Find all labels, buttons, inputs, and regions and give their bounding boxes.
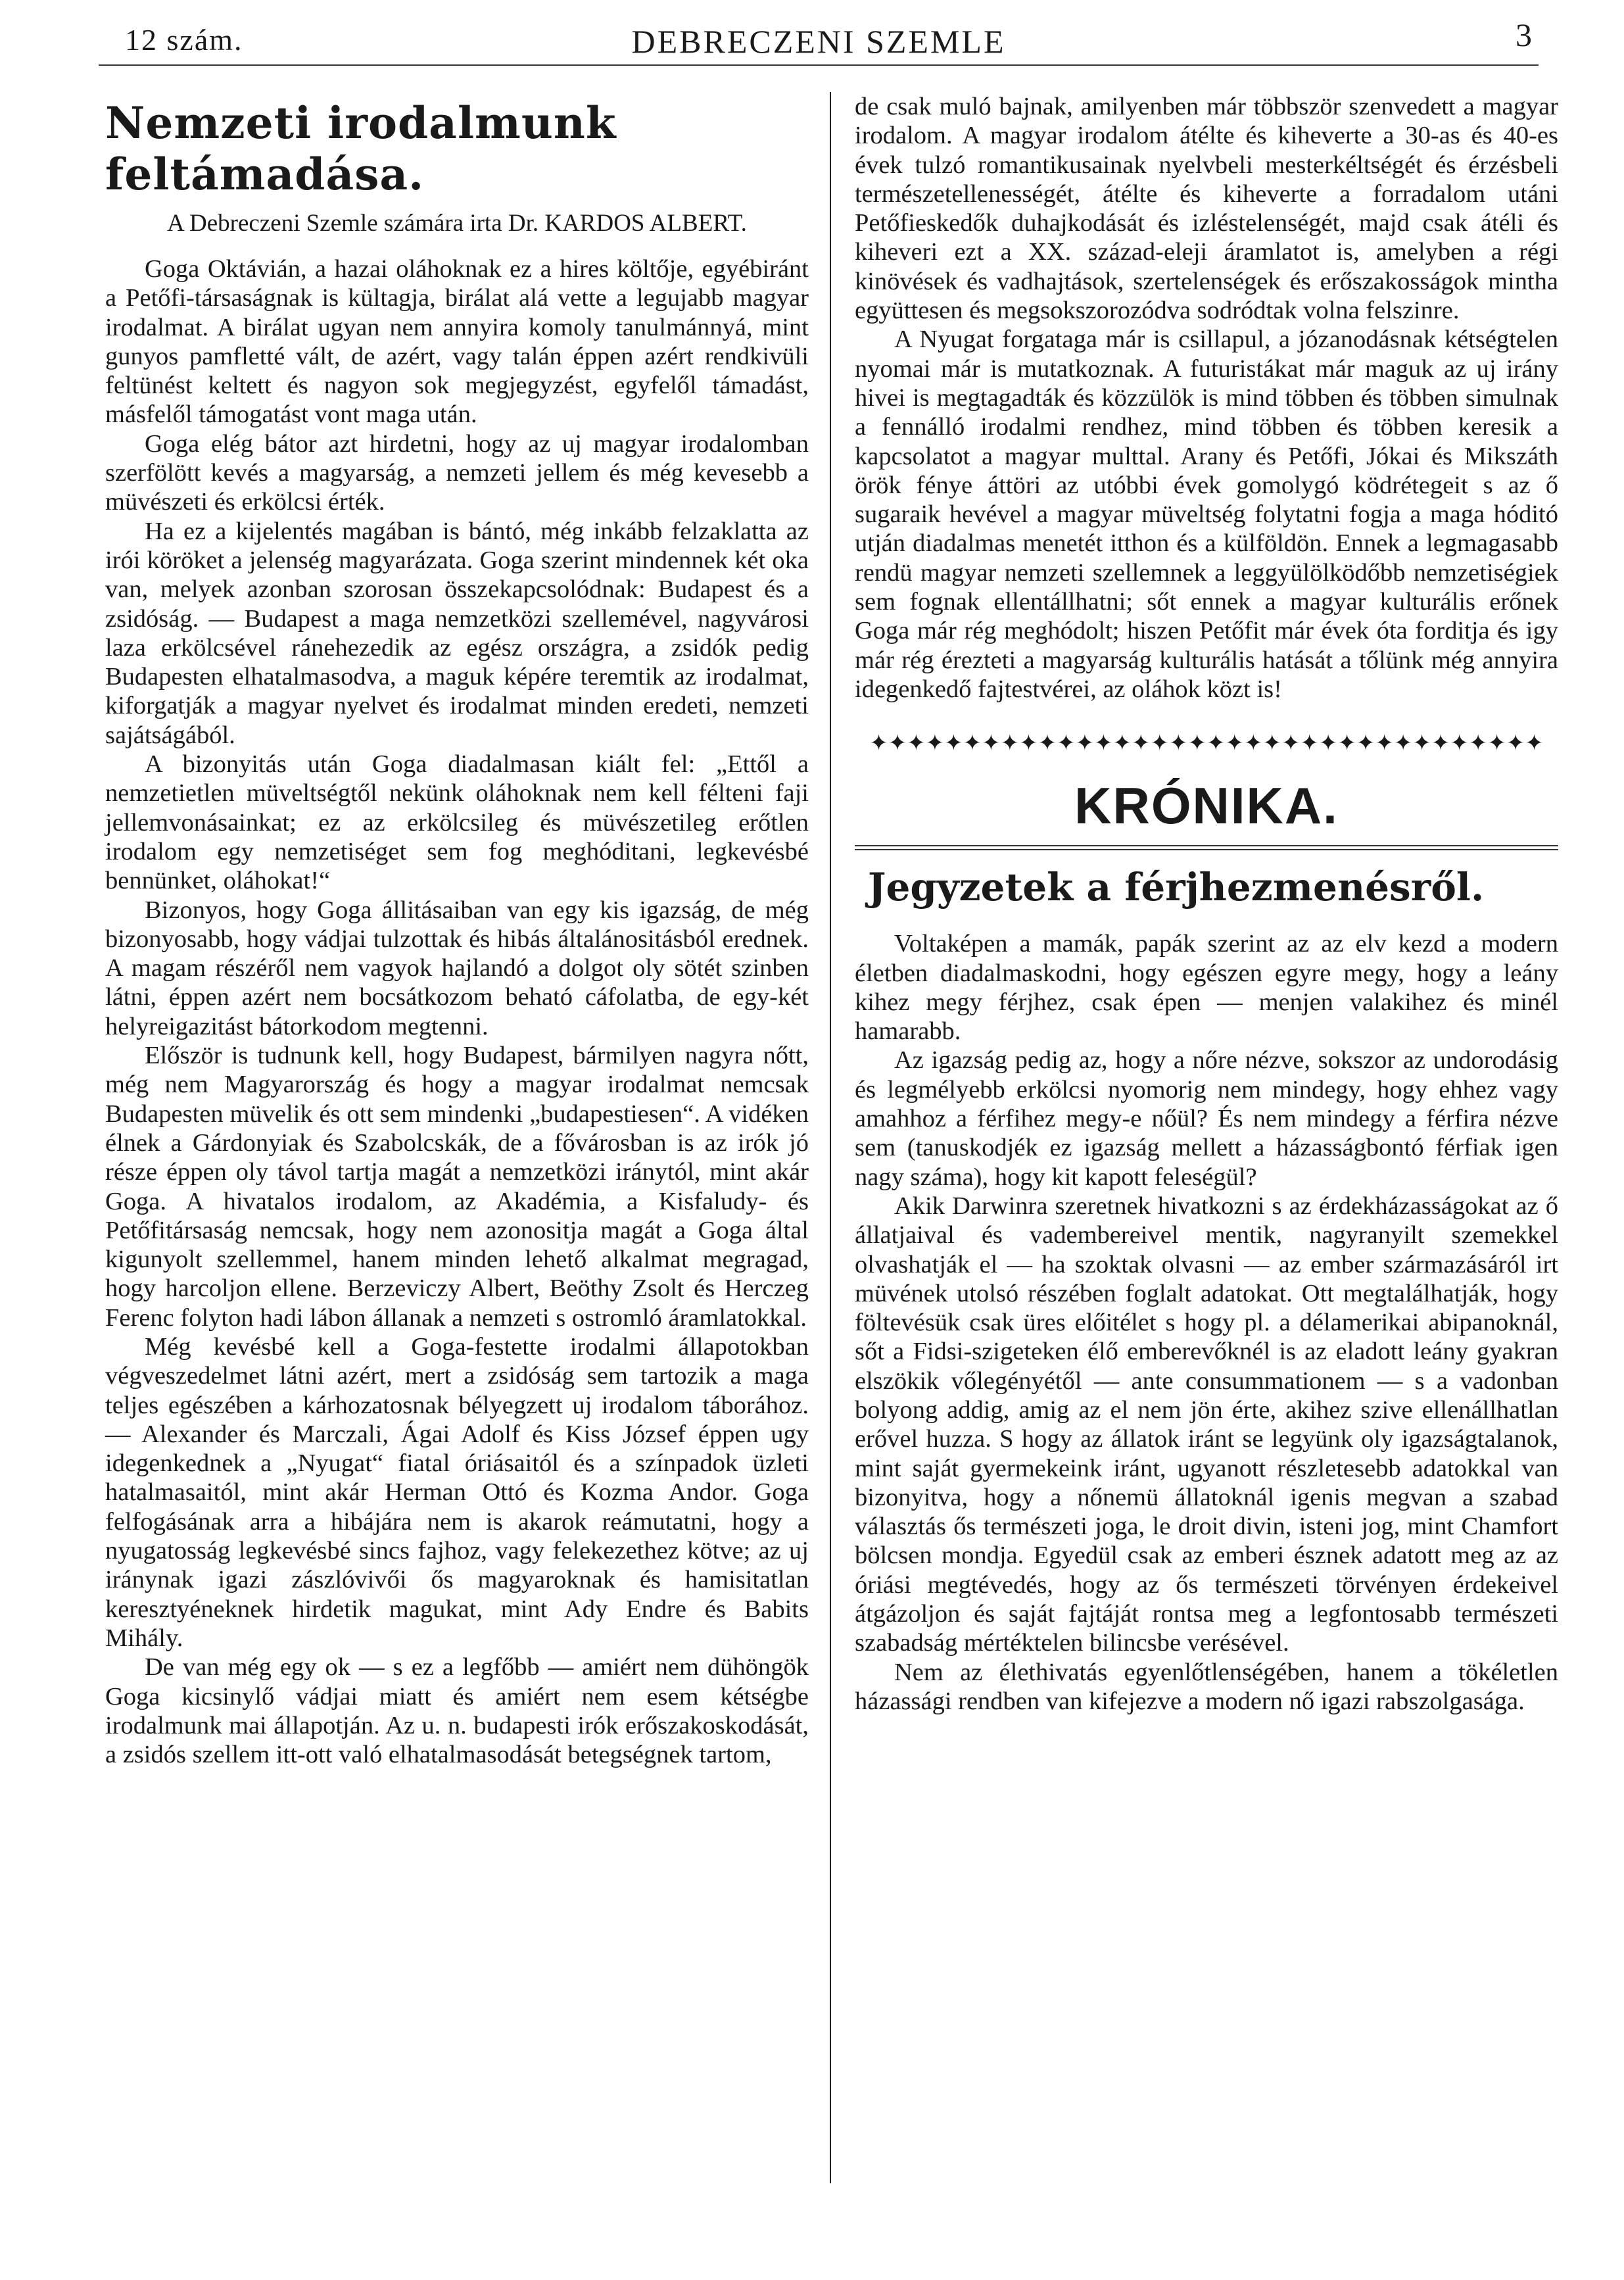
article-paragraph: De van még egy ok — s ez a legfőbb — amiért nem dühöngök Goga kicsinylő vádjai miatt és amiért nem esem kétségbe irodalmunk mai állapotján. Az u. n. budapesti irók erőszakoskodását, a zsidós szellem itt-ott való elhatalmasodását betegségnek tartom, (105, 1653, 809, 1769)
article-paragraph: Bizonyos, hogy Goga állitásaiban van egy kis igazság, de még bizonyosabb, hogy vádjai tulzottak és hibás általánositásból erednek. A magam részéről nem vagyok hajlandó a dolgot oly sötét szinben látni, éppen azért nem bocsátkozom beható cáfolatba, de egy-két helyreigazitást bátorkodom megtenni. (105, 896, 809, 1040)
article-byline: A Debreczeni Szemle számára irta Dr. KARDOS ALBERT. (167, 210, 747, 237)
chronicle-paragraph: Az igazság pedig az, hogy a nőre nézve, sokszor az undorodásig és legmélyebb erkölcsi nyomorig nem mindegy, hogy ehhez vagy amahhoz a férfihez megy-e nőül? És nem mindegy a férfira nézve sem (tanuskodjék ez igazság mellett a házasságbontó férfiak igen nagy száma), hogy kit kapott feleségül? (855, 1046, 1558, 1191)
chronicle-article-title: Jegyzetek a férjhezmenésről. (868, 865, 1485, 910)
chronicle-paragraph: Voltaképen a mamák, papák szerint az az elv kezd a modern életben diadalmaskodni, hogy egészen egyre megy, hogy a leány kihez megy férjhez, csak épen — menjen valakihez és minél hamarabb. (855, 930, 1558, 1046)
issue-label: 12 szám. (125, 23, 243, 57)
article-paragraph-continued: de csak muló bajnak, amilyenben már többször szenvedett a magyar irodalom. A magyar irodalom átélte és kiheverte a 30-as és 40-es évek tulzó romantikusainak nyelvbeli mesterkéltségét és érzésbeli természetellenességét, átélte és kiheverte a forradalom utáni Petőfieskedők duhajkodását és izléstelenségét, majd csak átéli és kiheveri ezt a XX. század-eleji áramlatot is, amelyben a régi kinövések és vadhajtások, szertelenségek és erőszakosságok mintha együttesen és megsokszorozódva sodródtak volna felszinre. (855, 93, 1558, 325)
page-number: 3 (1516, 16, 1532, 53)
chronicle-paragraph: Akik Darwinra szeretnek hivatkozni s az érdekházasságokat az ő állatjaival és vadembereivel mentik, nagyranyilt szemekkel olvashatják el — ha szoktak olvasni — az ember származásáról irt müvének utolsó részében foglalt adatokat. Ott megtalálhatják, hogy föltevésük csak üres előitélet s hogy pl. a délamerikai abipanoknál, sőt a Fidsi-szigeteken élő emberevőknél is az eladott leány gyakran elszökik vőlegényétől — ante consummationem — s a vadonban bolyong addig, amig az el nem jön érte, akihez szive ellenállhatlan erővel huzza. S hogy az állatok iránt se legyünk oly igazságtalanok, mint saját gyermekeink iránt, ugyanott részletesebb adatokkal van bizonyitva, hogy a nőnemü állatoknál igenis megvan a szabad választás ős természeti joga, le droit divin, isteni jog, mint Chamfort bölcsen mondja. Egyedül csak az emberi észnek adatott meg az az óriási megtévedés, hogy az ős természeti törvényen érdekeivel átgázoljon és saját fajtáját rontsa meg a legfontosabb természeti szabadság mértéktelen bilincsbe verésével. (855, 1192, 1558, 1657)
section-heading: KRÓNIKA. (1074, 777, 1339, 835)
article-paragraph: Goga elég bátor azt hirdetni, hogy az uj magyar irodalomban szerfölött kevés a magyarság, a nemzeti jellem és még kevesebb a müvészeti és erkölcsi érték. (105, 429, 809, 516)
ornamental-divider: ✦✦✦✦✦✦✦✦✦✦✦✦✦✦✦✦✦✦✦✦✦✦✦✦✦✦✦✦✦✦✦✦✦✦✦✦ (869, 731, 1544, 756)
article-paragraph: Még kevésbé kell a Goga-festette irodalmi állapotokban végveszedelmet látni azért, mert a zsidóság sem tartozik a maga teljes egészében a kárhozatosnak bélyegzett uj irodalom táborához. — Alexander és Marczali, Ágai Adolf és Kiss József éppen ugy idegenkednek a „Nyugat“ fiatal óriásaitól és a színpadok üzleti hatalmasaitól, mint akár Herman Ottó és Kozma Andor. Goga felfogásának arra a hibájára nem is akarok reámutatni, hogy a nyugatosság legkevésbé sincs fajhoz, vagy felekezethez kötve; az uj iránynak igazi zászlóvivői ős magyaroknak és hamisitatlan keresztyéneknek hirdetik magukat, mint Ady Endre és Babits Mihály. (105, 1332, 809, 1652)
left-column (105, 92, 809, 1769)
journal-title: DEBRECZENI SZEMLE (631, 23, 1006, 60)
article-title: Nemzeti irodalmunk feltámadása. (105, 97, 617, 200)
article-paragraph: Ha ez a kijelentés magában is bántó, még inkább felzaklatta az irói köröket a jelenség magyarázata. Goga szerint mindennek két oka van, melyek azonban szorosan összekapcsolódnak: Budapest és a zsidóság. — Budapest a maga nemzetközi szellemével, nagyvárosi laza erkölcsével ránehezedik az egész országra, a zsidók pedig Budapesten elhatalmasodva, a maguk képére teremtik az irodalmat, kiforgatják a magyar nyelvet és irodalmat minden eredeti, nemzeti sajátságából. (105, 517, 809, 749)
section-rule (855, 845, 1558, 846)
right-column (855, 92, 1558, 1716)
page-header (99, 13, 1539, 66)
article-paragraph: A bizonyitás után Goga diadalmasan kiált fel: „Ettől a nemzetietlen müveltségtől nekünk oláhoknak nem kell félteni faji jellemvonásainkat; ez az erkölcsileg és müvészetileg erőtlen irodalom egy nemzetiséget sem fog meghóditani, legkevésbé bennünket, oláhokat!“ (105, 750, 809, 895)
article-paragraph: Először is tudnunk kell, hogy Budapest, bármilyen nagyra nőtt, még nem Magyarország és hogy a magyar irodalmat nemcsak Budapesten müvelik és ott sem mindenki „budapestiesen“. A vidéken élnek a Gárdonyiak és Szabolcskák, de a fővárosban is az irók jó része éppen oly távol tartja magát a nemzetközi iránytól, mint akár Goga. A hivatalos irodalom, az Akadémia, a Kisfaludy- és Petőfitársaság nemcsak, hogy nem azonositja magát a Goga által kigunyolt szellemmel, hanem minden lehető alkalmat megragad, hogy harcoljon ellene. Berzeviczy Albert, Beöthy Zsolt és Herczeg Ferenc folyton hadi lábon állanak a nemzeti s ostromló áramlatokkal. (105, 1042, 809, 1332)
article-paragraph: Goga Oktávián, a hazai oláhoknak ez a hires költője, egyébiránt a Petőfi-társaságnak is kültagja, birálat alá vette a legujabb magyar irodalmat. A birálat ugyan nem annyira komoly tanulmánnyá, mint gunyos pamfletté vált, de azért, vagy talán éppen azért rendkivüli feltünést keltett és nagyon sok megjegyzést, egyfelől támadást, másfelől támogatást vont maga után. (105, 255, 809, 429)
chronicle-paragraph: Nem az élethivatás egyenlőtlenségében, hanem a tökéletlen házassági rendben van kifejezve a modern nő igazi rabszolgasága. (855, 1658, 1558, 1715)
article-paragraph: A Nyugat forgataga már is csillapul, a józanodásnak kétségtelen nyomai már is mutatkoznak. A futuristákat már maguk az uj irány hivei is megtagadták és közzülök is mind többen és többen simulnak a fennálló irodalmi rendhez, mind többen és többen keresik a kapcsolatot a magyar multtal. Arany és Petőfi, Jókai és Mikszáth örök fénye áttöri az utóbbi évek gomolygó ködrétegeit s az ő sugaraik hevével a magyar müveltség folytatni fogja a maga hóditó utján diadalmas menetét itthon és a külföldön. Ennek a legmagasabb rendü magyar nemzeti szellemnek a leggyülölködőbb nemzetiségiek sem fognak ellentállhatni; sőt ennek a magyar kulturális erőnek Goga már rég meghódolt; hiszen Petőfit már évek óta forditja és igy már rég érezteti a magyarság kulturális hatását a tőlünk még annyira idegenkedő fajtestvérei, az oláhok közt is! (855, 326, 1558, 703)
column-divider (830, 92, 831, 2183)
section-rule (855, 849, 1558, 850)
